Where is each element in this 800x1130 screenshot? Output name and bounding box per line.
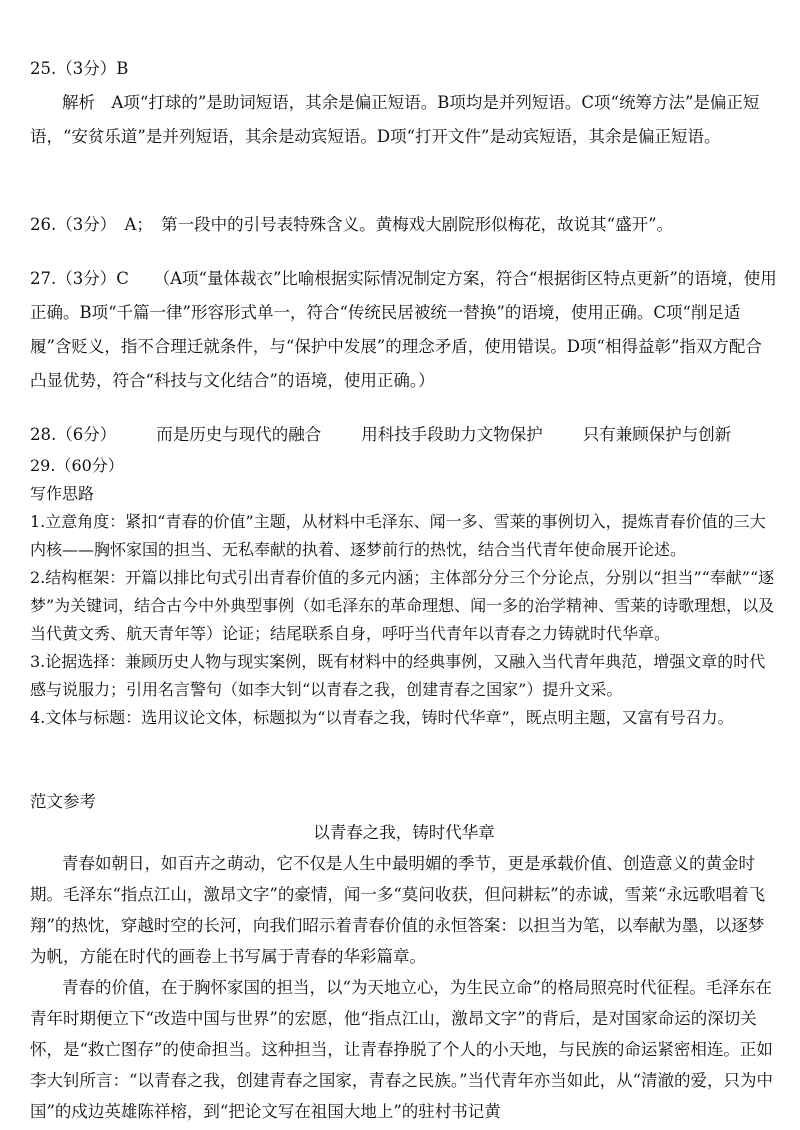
question-26 bbox=[30, 208, 778, 242]
writing-idea-2: 2.结构框架：开篇以排比句式引出青春价值的多元内涵；主体部分分三个分论点，分别以“担当”“奉献”“逐梦”为关键词，结合古今中外典型事例（如毛泽东的革命理想、闻一多的治学精神、雪莱的诗歌理想，以及当代黄文秀、航天青年等）论证；结尾联系自身，呼吁当代青年以青春之力铸就时代华章。 bbox=[30, 568, 775, 643]
writing-idea-3: 3.论据选择：兼顾历史人物与现实案例，既有材料中的经典事例，又融入当代青年典范，增强文章的时代感与说服力；引用名言警句（如李大钊“以青春之我，创建青春之国家”）提升文采。 bbox=[30, 652, 766, 699]
q28-label: 28.（6分） bbox=[30, 425, 117, 444]
q27-answer: 27.（3分）C （A项“量体裁衣”比喻根据实际情况制定方案，符合“根据街区特点更新”的语境，使用正确。B项“千篇一律”形容形式单一，符合“传统民居被统一替换”的语境，使用正确。C项“削足适履”含贬义，指不合理迁就条件，与“保护中发展”的理念矛盾，使用错误。D项“相得益彰”指双方配合凸显优势，符合“科技与文化结合”的语境，使用正确。） bbox=[30, 269, 777, 390]
question-27 bbox=[30, 262, 778, 398]
question-28 bbox=[30, 418, 778, 452]
sample-paragraph-2: 青春的价值，在于胸怀家国的担当，以“为天地立心，为生民立命”的格局照亮时代征程。毛泽东在青年时期便立下“改造中国与世界”的宏愿，他“指点江山，激昂文字”的背后，是对国家命运的深切关怀，是“救亡图存”的使命担当。这种担当，让青春挣脱了个人的小天地，与民族的命运紧密相连。正如李大钊所言：“以青春之我，创建青春之国家，青春之民族。”当代青年亦当如此，从“清澈的爱，只为中国”的戍边英雄陈祥榕，到“把论文写在祖国大地上”的驻村书记黄 bbox=[30, 978, 774, 1121]
sample-essay bbox=[30, 786, 778, 1127]
q25-explanation: 解析 A项“打球的”是助词短语，其余是偏正短语。B项均是并列短语。C项“统筹方法”是偏正短语，“安贫乐道”是并列短语，其余是动宾短语。D项“打开文件”是动宾短语，其余是偏正短语。 bbox=[30, 93, 760, 146]
q28-answer-2: 用科技手段助力文物保护 bbox=[361, 425, 543, 444]
writing-ideas-title: 写作思路 bbox=[30, 484, 95, 503]
sample-title: 以青春之我，铸时代华章 bbox=[313, 823, 495, 842]
writing-idea-4: 4.文体与标题：选用议论文体，标题拟为“以青春之我，铸时代华章”，既点明主题，又富有号召力。 bbox=[30, 708, 734, 727]
question-29-ideas bbox=[30, 452, 778, 732]
writing-idea-1: 1.立意角度：紧扣“青春的价值”主题，从材料中毛泽东、闻一多、雪莱的事例切入，提炼青春价值的三大内核——胸怀家国的担当、无私奉献的执着、逐梦前行的热忱，结合当代青年使命展开论述。 bbox=[30, 512, 766, 559]
question-25 bbox=[30, 52, 778, 154]
q25-header: 25.（3分）B bbox=[30, 59, 129, 78]
q28-answer-3: 只有兼顾保护与创新 bbox=[582, 425, 732, 444]
sample-label: 范文参考 bbox=[30, 792, 96, 811]
q28-answer-1: 而是历史与现代的融合 bbox=[156, 425, 322, 444]
q26-answer: 26.（3分） A； 第一段中的引号表特殊含义。黄梅戏大剧院形似梅花，故说其“盛开”。 bbox=[30, 215, 674, 234]
sample-paragraph-1: 青春如朝日，如百卉之萌动，它不仅是人生中最明媚的季节，更是承载价值、创造意义的黄金时期。毛泽东“指点江山，激昂文字”的豪情，闻一多“莫问收获，但问耕耘”的赤诚，雪莱“永远歌唱着飞翔”的热忱，穿越时空的长河，向我们昭示着青春价值的永恒答案：以担当为笔，以奉献为墨，以逐梦为帆，方能在时代的画卷上书写属于青春的华彩篇章。 bbox=[30, 854, 766, 966]
q29-header: 29.（60分） bbox=[30, 456, 124, 475]
